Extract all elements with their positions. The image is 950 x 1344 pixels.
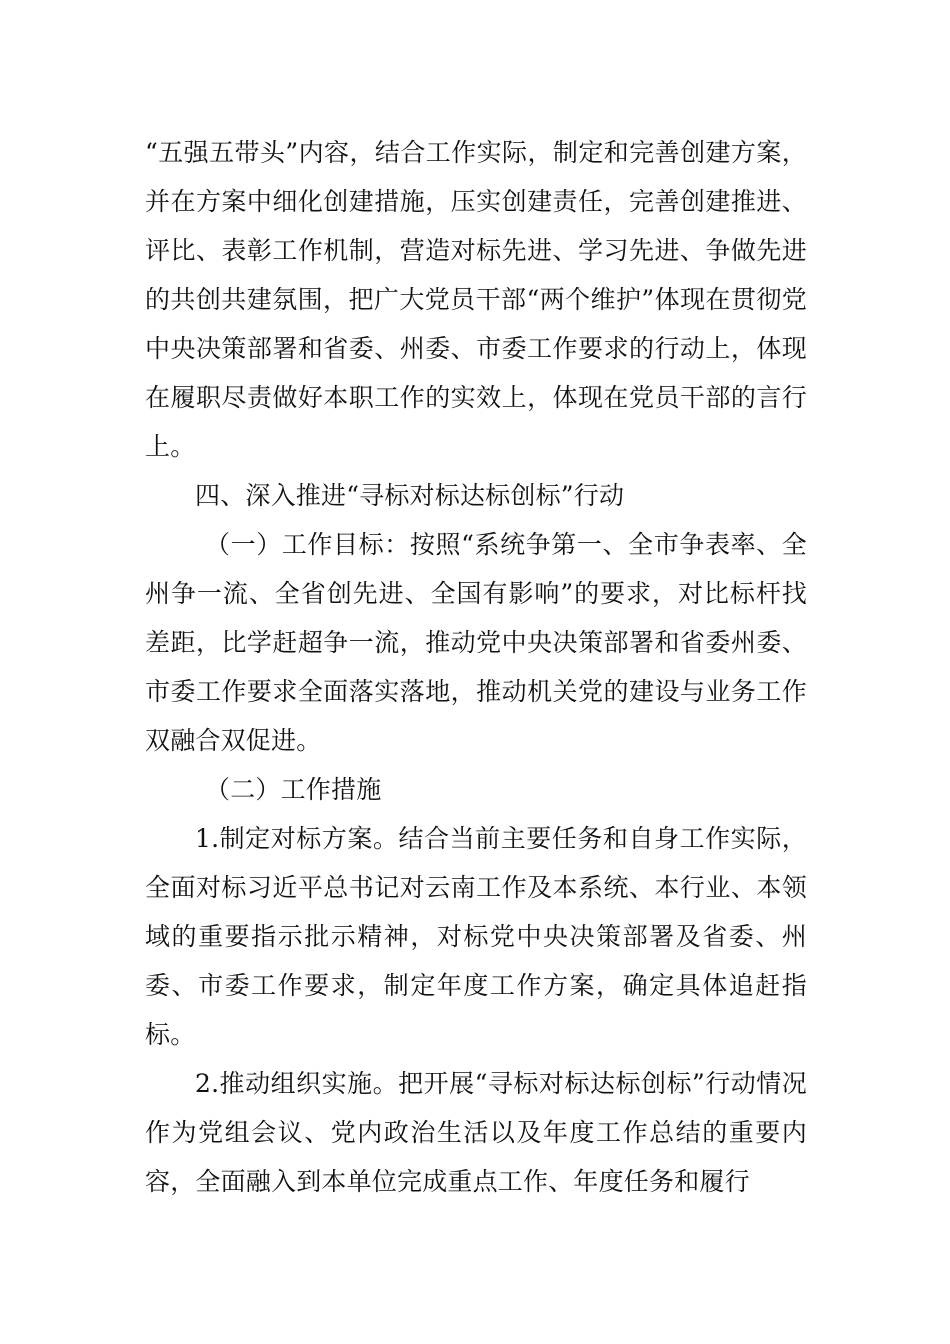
- paragraph-work-goal: （一）工作目标：按照“系统争第一、全市争表率、全州争一流、全省创先进、全国有影响”的要求，对比标杆找差距，比学赶超争一流，推动党中央决策部署和省委州委、市委工作要求全面落实落地，推动机关党的建设与业务工作双融合双促进。: [145, 530, 807, 755]
- paragraph-continuation: “五强五带头”内容，结合工作实际，制定和完善创建方案，并在方案中细化创建措施，压实创建责任，完善创建推进、评比、表彰工作机制，营造对标先进、学习先进、争做先进的共创共建氛围，把广大党员干部“两个维护”体现在贯彻党中央决策部署和省委、州委、市委工作要求的行动上，体现在履职尽责做好本职工作的实效上，体现在党员干部的言行上。: [145, 138, 807, 461]
- subheading-work-measures: （二）工作措施: [205, 775, 382, 804]
- section-heading-four: 四、深入推进“寻标对标达标创标”行动: [195, 481, 625, 510]
- paragraph-measure-1: 1.制定对标方案。结合当前主要任务和自身工作实际，全面对标习近平总书记对云南工作及本系统、本行业、本领域的重要指示批示精神，对标党中央决策部署及省委、州委、市委工作要求，制定年度工作方案，确定具体追赶指标。: [145, 824, 807, 1049]
- paragraph-measure-2: 2.推动组织实施。把开展“寻标对标达标创标”行动情况作为党组会议、党内政治生活以及年度工作总结的重要内容，全面融入到本单位完成重点工作、年度任务和履行: [145, 1069, 807, 1196]
- document-body: [145, 128, 807, 1206]
